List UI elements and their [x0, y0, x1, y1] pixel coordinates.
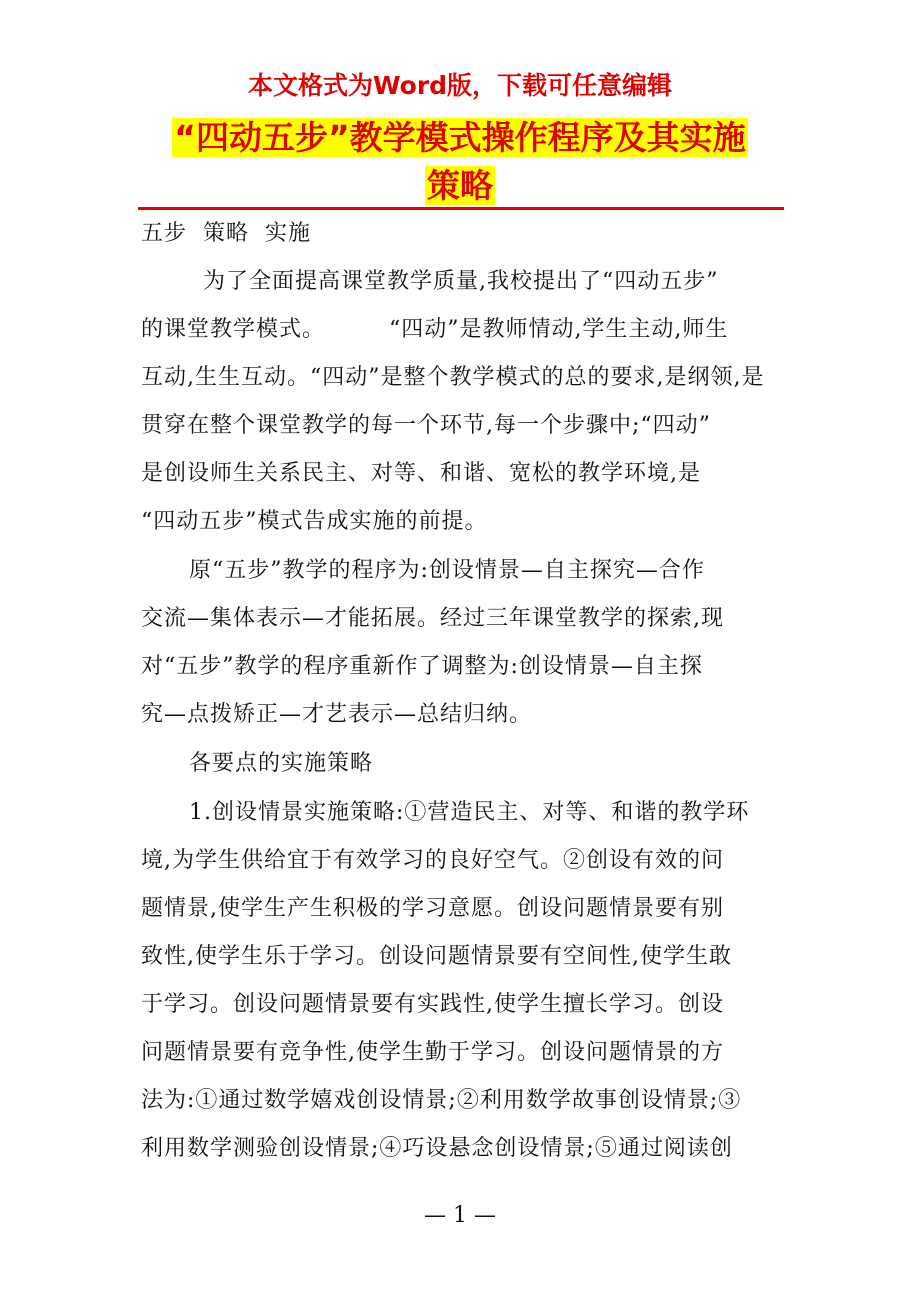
title-line-2: 策略: [427, 166, 493, 205]
text-line: 对“五步”教学的程序重新作了调整为:创设情景—自主探: [141, 654, 703, 679]
document-title: [130, 114, 790, 210]
text-line: 利用数学测验创设情景;④巧设悬念创设情景;⑤通过阅读创: [141, 1136, 733, 1161]
text-line: 的课堂教学模式。 “四动”是教师情动,学生主动,师生: [141, 317, 729, 342]
text-line: 题情景,使学生产生积极的学习意愿。创设问题情景要有别: [141, 896, 724, 921]
text-line: 为了全面提高课堂教学质量,我校提出了“四动五步”: [203, 269, 719, 294]
title-divider: [138, 207, 784, 210]
section-heading: 各要点的实施策略: [189, 751, 374, 776]
text-line: 互动,生生互动。“四动”是整个教学模式的总的要求,是纲领,是: [141, 365, 765, 390]
title-line-1: “四动五步”教学模式操作程序及其实施: [174, 118, 746, 157]
page-number: — 1 —: [424, 1203, 496, 1228]
text-line: 于学习。创设问题情景要有实践性,使学生擅长学习。创设: [141, 992, 724, 1017]
text-line: 交流—集体表示—才能拓展。经过三年课堂教学的探索,现: [141, 606, 724, 631]
text-line: 法为:①通过数学嬉戏创设情景;②利用数学故事创设情景;③: [141, 1088, 742, 1113]
text-line: 贯穿在整个课堂教学的每一个环节,每一个步骤中;“四动”: [141, 413, 711, 438]
text-line: 是创设师生关系民主、对等、和谐、宽松的教学环境,是: [141, 461, 701, 486]
text-line: 境,为学生供给宜于有效学习的良好空气。②创设有效的问: [141, 848, 724, 873]
text-line: 原“五步”教学的程序为:创设情景—自主探究—合作: [189, 558, 705, 583]
format-notice: 本文格式为Word版，下载可任意编辑: [247, 71, 673, 100]
text-line: 问题情景要有竞争性,使学生勤于学习。创设问题情景的方: [141, 1040, 724, 1065]
keywords: 五步 策略 实施: [141, 221, 311, 246]
text-line: 究—点拨矫正—才艺表示—总结归纳。: [141, 702, 533, 727]
text-line: 1.创设情景实施策略:①营造民主、对等、和谐的教学环: [189, 800, 750, 825]
text-line: “四动五步”模式告成实施的前提。: [141, 509, 488, 534]
text-line: 致性,使学生乐于学习。创设问题情景要有空间性,使学生敢: [141, 944, 732, 969]
